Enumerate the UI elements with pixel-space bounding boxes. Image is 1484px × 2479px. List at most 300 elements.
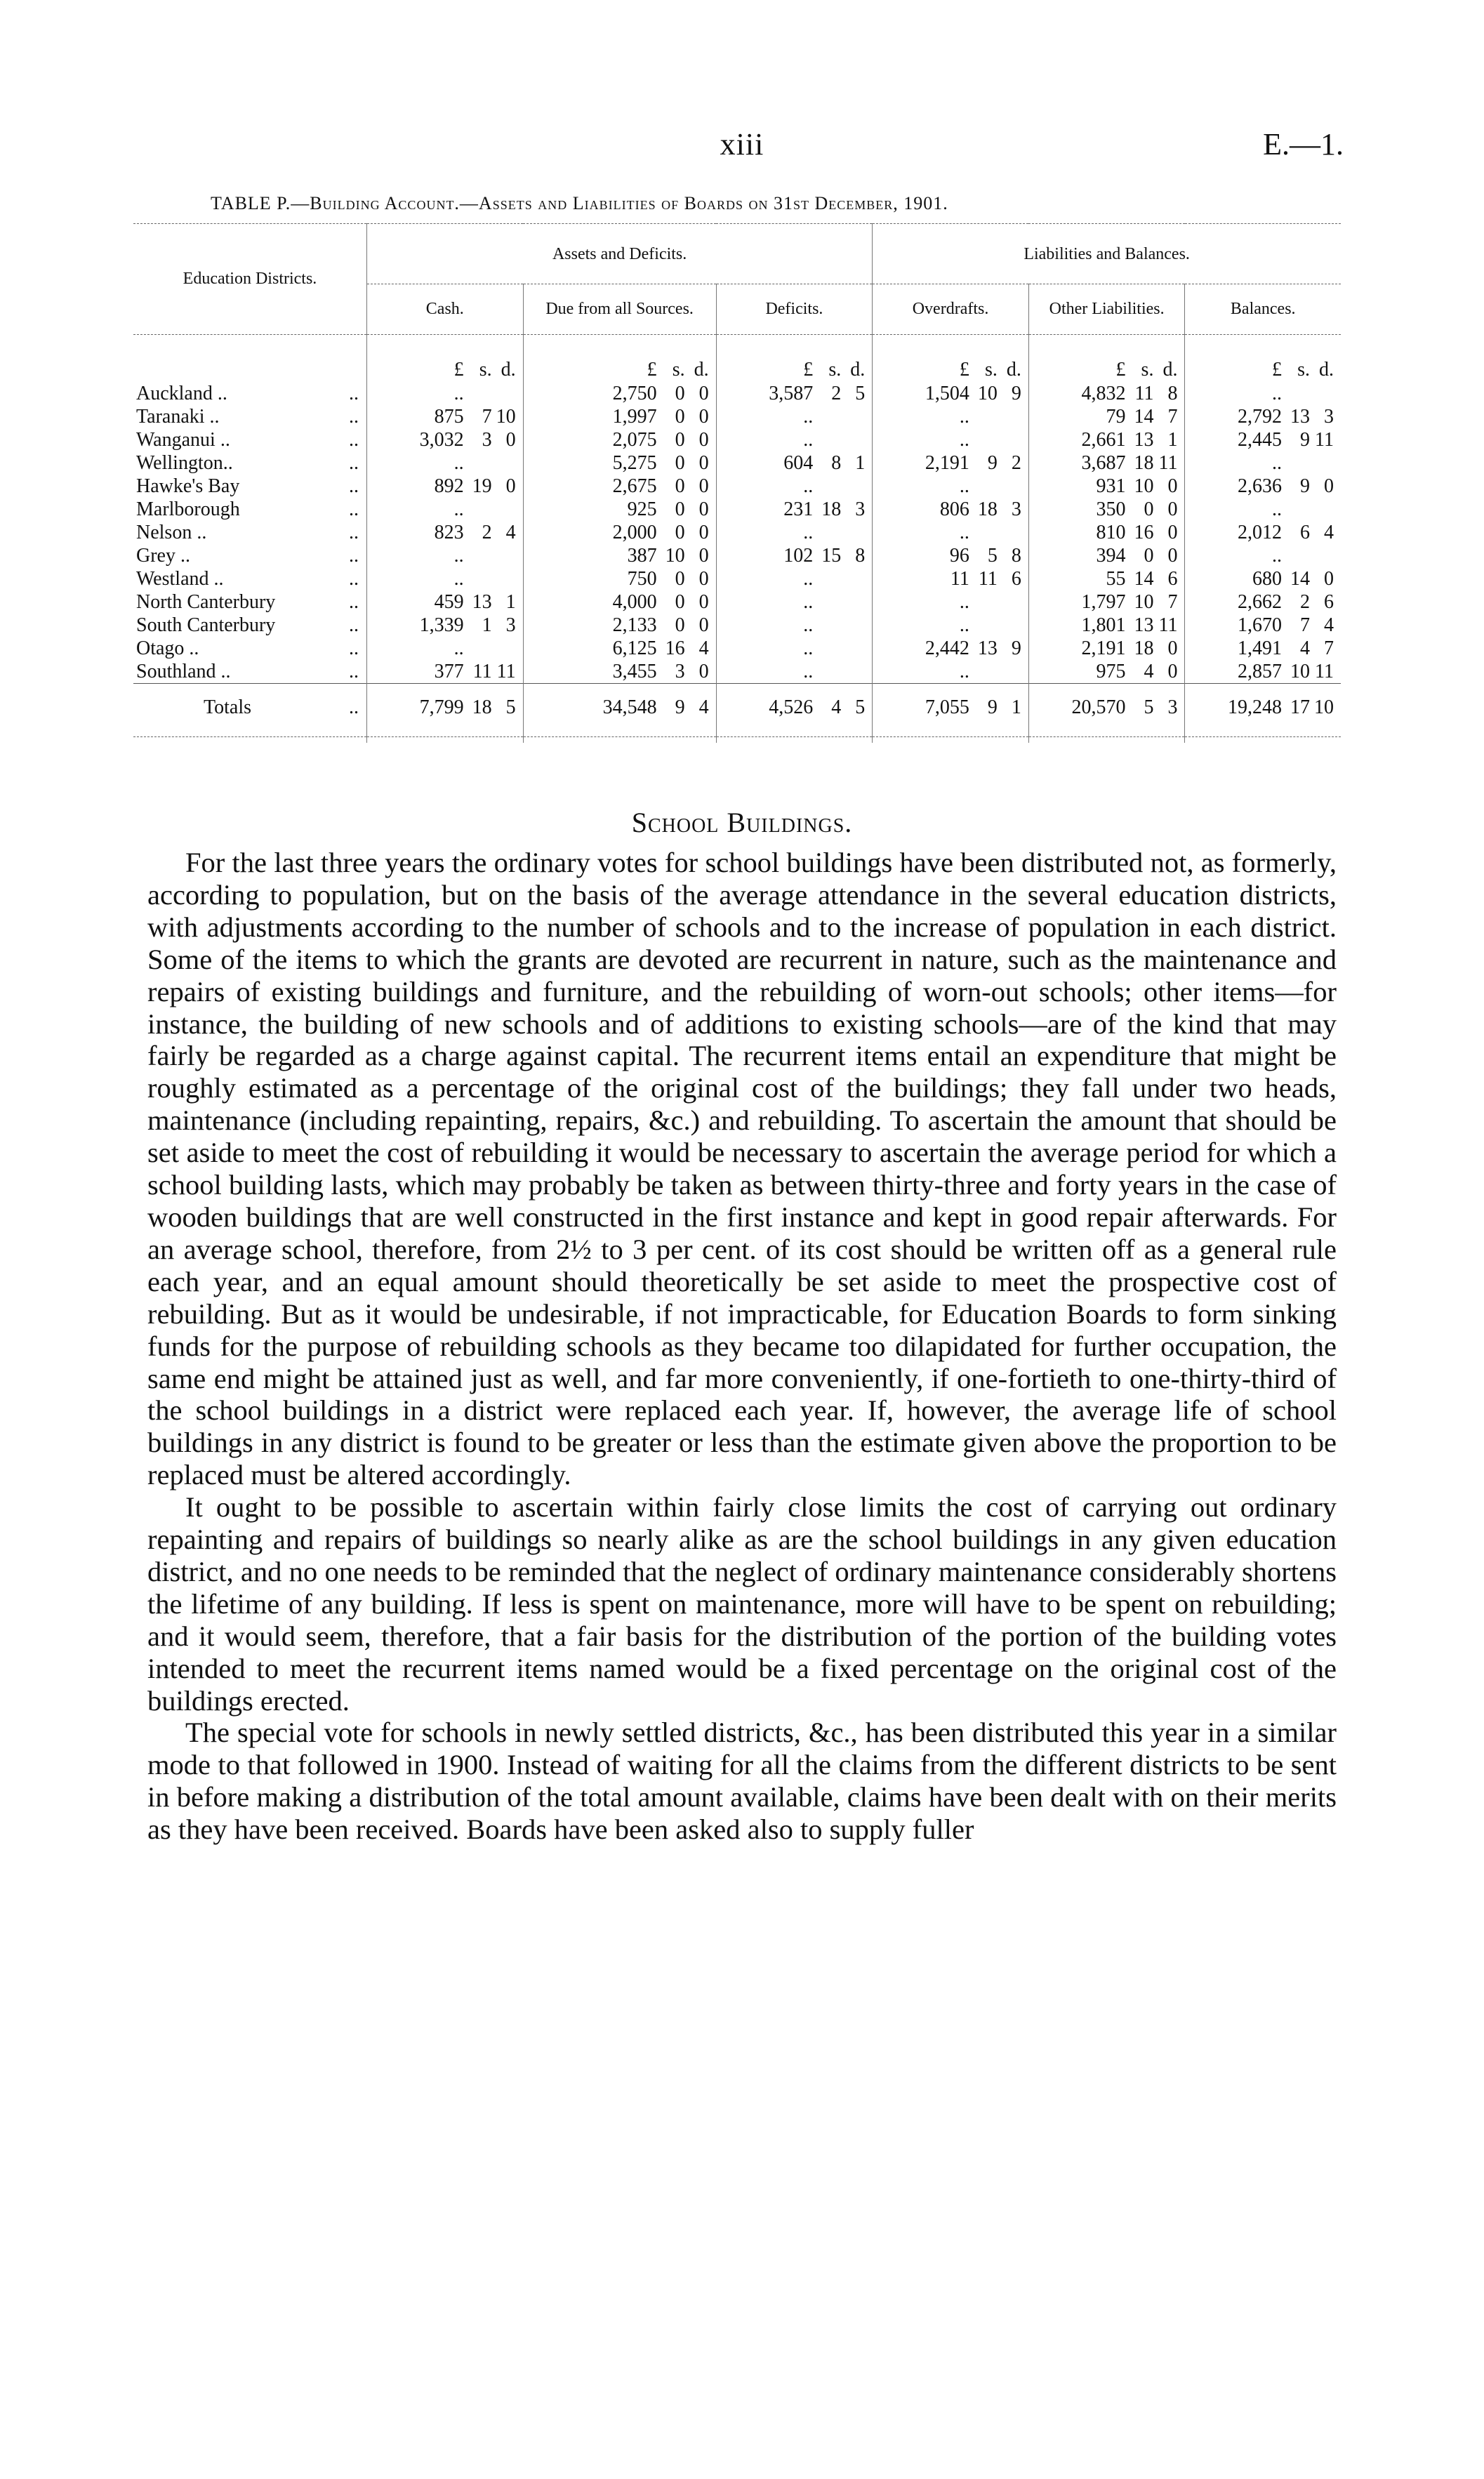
header-deficits: Deficits. — [716, 284, 873, 335]
table-row — [133, 405, 1341, 428]
pounds: 2,636 — [1238, 475, 1282, 497]
deficits-cell — [716, 405, 873, 428]
pounds: .. — [803, 429, 814, 451]
pounds: 750 — [627, 568, 657, 590]
unit-label: £ — [1272, 359, 1282, 381]
pounds: 2,133 — [612, 614, 657, 636]
due-cell — [523, 382, 716, 405]
district-name-cell — [133, 544, 367, 567]
pounds: 79 — [1106, 406, 1126, 428]
pounds: 4,000 — [612, 591, 657, 613]
pounds: .. — [959, 475, 969, 497]
district-name-cell — [133, 428, 367, 451]
pounds: 2,012 — [1238, 522, 1282, 543]
unit-label: £ — [647, 359, 657, 381]
building-account-table-wrapper — [133, 223, 1341, 743]
deficits-cell — [716, 475, 873, 498]
shillings: 4 — [831, 696, 842, 718]
table-row — [133, 451, 1341, 475]
pence: 7 — [1167, 406, 1178, 428]
pounds: 3,455 — [612, 661, 657, 682]
balances-cell — [1185, 405, 1341, 428]
pence: 0 — [698, 452, 709, 474]
pounds: 823 — [434, 522, 464, 543]
header-cash: Cash. — [367, 284, 524, 335]
pounds: .. — [453, 545, 464, 567]
pence: 11 — [496, 661, 516, 682]
paragraph: For the last three years the ordinary votes for school buildings have been distributed not, as formerly, according to population, but on the basis of the average attendance in the several education districts, with adjustments according to the number of schools and to the increase of population in each district. Some of the items to which the grants are devoted are recurrent in nature, such as the maintenance and repairs of existing buildings and furniture, and the rebuilding of worn-out schools; other items—for instance, the building of new schools and of additions to existing schools—are of the kind that may fairly be regarded as a charge against capital. The recurrent items entail an expenditure that might be roughly estimated as a percentage of the original cost of the buildings; they fall under two heads, maintenance (including repainting, repairs, &c.) and rebuilding. To ascertain the amount that should be set aside to meet the cost of rebuilding it would be necessary to ascertain the average period for which a school building lasts, which may probably be taken as between thirty-three and forty years in the case of wooden buildings that are well constructed in the first instance and kept in good repair afterwards. For an average school, therefore, from 2½ to 3 per cent. of its cost should be written off as a general rule each year, and an equal amount should theoretically be set aside to meet the prospective cost of rebuilding. But as it would be undesirable, if not impracticable, for Education Boards to form sinking funds for the purpose of rebuilding schools as they became too dilapidated for further occupation, the same end might be attained just as well, and far more conveniently, if one-fortieth to one-thirty-third of the school buildings in a district were replaced each year. If, however, the average life of school buildings in any district is found to be greater or less than the estimate given above the proportion to be replaced must be altered accordingly. — [147, 847, 1337, 1491]
due-cell — [523, 637, 716, 660]
table-body — [133, 335, 1341, 743]
cash-cell — [367, 684, 524, 737]
unit-label: s. — [984, 359, 998, 381]
district-name: Westland .. — [136, 568, 224, 590]
balances-cell — [1185, 614, 1341, 637]
shillings: 0 — [1144, 498, 1154, 520]
pence: 1 — [1167, 429, 1178, 451]
pence: 0 — [698, 545, 709, 567]
table-row — [133, 498, 1341, 521]
shillings: 0 — [675, 452, 685, 474]
totals-row — [133, 684, 1341, 737]
shillings: 3 — [675, 661, 685, 682]
pence: 11 — [1315, 429, 1334, 451]
due-cell — [523, 428, 716, 451]
pence: 0 — [698, 383, 709, 404]
pence: 6 — [1011, 568, 1021, 590]
pence: 11 — [1158, 452, 1178, 474]
table-row — [133, 521, 1341, 544]
table-row — [133, 614, 1341, 637]
due-cell — [523, 684, 716, 737]
pounds: 680 — [1252, 568, 1282, 590]
unit-label: d. — [1162, 359, 1178, 381]
pounds: .. — [959, 522, 969, 543]
shillings: 10 — [1134, 475, 1154, 497]
pence: 2 — [1011, 452, 1021, 474]
pence: 0 — [1324, 568, 1334, 590]
overdrafts-cell — [873, 637, 1029, 660]
pence: 9 — [1011, 383, 1021, 404]
pounds: 2,075 — [612, 429, 657, 451]
shillings: 17 — [1290, 696, 1310, 718]
pence: 0 — [698, 568, 709, 590]
table-row — [133, 590, 1341, 614]
overdrafts-cell — [873, 405, 1029, 428]
cash-cell — [367, 637, 524, 660]
shillings: 0 — [675, 568, 685, 590]
district-name-cell — [133, 451, 367, 475]
pounds: 2,792 — [1238, 406, 1282, 428]
balances-cell — [1185, 498, 1341, 521]
district-name-cell — [133, 498, 367, 521]
pence: 0 — [1167, 637, 1178, 659]
unit-label: £ — [1115, 359, 1126, 381]
district-name: Totals — [204, 696, 252, 718]
cash-cell — [367, 405, 524, 428]
header-liabilities-balances: Liabilities and Balances. — [873, 224, 1341, 284]
pounds: 875 — [434, 406, 464, 428]
deficits-cell — [716, 382, 873, 405]
balances-cell — [1185, 567, 1341, 590]
unit-label: d. — [850, 359, 866, 381]
shillings: 9 — [987, 696, 998, 718]
cash-cell — [367, 382, 524, 405]
shillings: 9 — [675, 696, 685, 718]
deficits-cell — [716, 660, 873, 684]
other-cell — [1028, 451, 1185, 475]
pounds: 1,504 — [925, 383, 969, 404]
pence: 3 — [1324, 406, 1334, 428]
pence: 7 — [1324, 637, 1334, 659]
pounds: 892 — [434, 475, 464, 497]
leader-dots: .. — [349, 568, 359, 590]
leader-dots: .. — [349, 591, 359, 613]
leader-dots: .. — [349, 406, 359, 428]
shillings: 2 — [1300, 591, 1310, 613]
district-name-cell — [133, 521, 367, 544]
due-cell — [523, 567, 716, 590]
table-row — [133, 475, 1341, 498]
pounds: 925 — [627, 498, 657, 520]
district-name: Wellington.. — [136, 452, 233, 474]
pence: 10 — [1314, 696, 1334, 718]
shillings: 0 — [675, 406, 685, 428]
pounds: 34,548 — [602, 696, 657, 718]
cash-cell — [367, 451, 524, 475]
district-name-cell — [133, 590, 367, 614]
deficits-cell — [716, 637, 873, 660]
pence: 3 — [1011, 498, 1021, 520]
pounds: 975 — [1096, 661, 1126, 682]
pence: 3 — [855, 498, 866, 520]
shillings: 14 — [1290, 568, 1310, 590]
pence: 9 — [1011, 637, 1021, 659]
shillings: 5 — [1144, 696, 1154, 718]
pounds: 3,032 — [419, 429, 464, 451]
pence: 4 — [1324, 614, 1334, 636]
shillings: 6 — [1300, 522, 1310, 543]
pounds: 96 — [949, 545, 969, 567]
pence: 8 — [1167, 383, 1178, 404]
pence: 11 — [1315, 661, 1334, 682]
cash-cell — [367, 544, 524, 567]
pence: 4 — [698, 637, 709, 659]
leader-dots: .. — [349, 696, 359, 718]
unit-label: £ — [803, 359, 814, 381]
pence: 0 — [698, 498, 709, 520]
pounds: .. — [959, 614, 969, 636]
pence: 0 — [1167, 545, 1178, 567]
shillings: 1 — [482, 614, 492, 636]
overdrafts-cell — [873, 567, 1029, 590]
pence: 11 — [1158, 614, 1178, 636]
pounds: 810 — [1096, 522, 1126, 543]
units-row — [133, 335, 1341, 383]
shillings: 14 — [1134, 406, 1154, 428]
due-cell — [523, 544, 716, 567]
balances-cell — [1185, 684, 1341, 737]
balances-cell — [1185, 521, 1341, 544]
header-assets-deficits: Assets and Deficits. — [367, 224, 873, 284]
overdrafts-cell — [873, 521, 1029, 544]
paragraph: It ought to be possible to ascertain within fairly close limits the cost of carrying out ordinary repainting and repairs of buildings so nearly alike as are the school buildings in any given education district, and no one needs to be reminded that the neglect of ordinary maintenance considerably shortens the lifetime of any building. If less is spent on maintenance, more will have to be spent on rebuilding; and it would seem, therefore, that a fair basis for the distribution of the portion of the building votes intended to meet the recurrent items named would be a fixed percentage on the original cost of the buildings erected. — [147, 1491, 1337, 1717]
cash-cell — [367, 428, 524, 451]
district-name-cell — [133, 475, 367, 498]
shillings: 5 — [987, 545, 998, 567]
pounds: 4,526 — [769, 696, 814, 718]
shillings: 10 — [1290, 661, 1310, 682]
pounds: .. — [959, 429, 969, 451]
shillings: 0 — [675, 498, 685, 520]
deficits-cell — [716, 498, 873, 521]
district-name-cell — [133, 614, 367, 637]
other-cell — [1028, 567, 1185, 590]
pence: 1 — [855, 452, 866, 474]
district-name: Otago .. — [136, 637, 199, 659]
pence: 6 — [1167, 568, 1178, 590]
pence: 7 — [1167, 591, 1178, 613]
pounds: 2,000 — [612, 522, 657, 543]
pounds: 2,857 — [1238, 661, 1282, 682]
pounds: .. — [803, 661, 814, 682]
overdrafts-cell — [873, 660, 1029, 684]
district-name: South Canterbury — [136, 614, 276, 636]
other-cell — [1028, 475, 1185, 498]
shillings: 9 — [1300, 475, 1310, 497]
cash-cell — [367, 521, 524, 544]
due-cell — [523, 451, 716, 475]
other-cell — [1028, 428, 1185, 451]
pounds: 387 — [627, 545, 657, 567]
pounds: .. — [453, 568, 464, 590]
shillings: 9 — [987, 452, 998, 474]
shillings: 4 — [1144, 661, 1154, 682]
leader-dots: .. — [349, 545, 359, 567]
pence: 0 — [1324, 475, 1334, 497]
section-title: School Buildings. — [631, 807, 853, 838]
overdrafts-cell — [873, 428, 1029, 451]
other-cell — [1028, 405, 1185, 428]
cash-cell — [367, 475, 524, 498]
cash-cell — [367, 567, 524, 590]
deficits-cell — [716, 684, 873, 737]
shillings: 7 — [1300, 614, 1310, 636]
shillings: 16 — [665, 637, 685, 659]
pounds: 2,445 — [1238, 429, 1282, 451]
pence: 5 — [855, 696, 866, 718]
district-name-cell — [133, 637, 367, 660]
balances-cell — [1185, 544, 1341, 567]
unit-label: £ — [959, 359, 969, 381]
other-cell — [1028, 614, 1185, 637]
pounds: 4,832 — [1081, 383, 1126, 404]
pounds: 459 — [434, 591, 464, 613]
pounds: 1,670 — [1238, 614, 1282, 636]
pounds: 2,661 — [1081, 429, 1126, 451]
pence: 0 — [1167, 522, 1178, 543]
district-name-cell — [133, 660, 367, 684]
cash-cell — [367, 498, 524, 521]
pounds: .. — [803, 522, 814, 543]
shillings: 11 — [1134, 383, 1154, 404]
shillings: 0 — [675, 522, 685, 543]
district-name: Grey .. — [136, 545, 190, 567]
overdrafts-cell — [873, 498, 1029, 521]
pounds: 806 — [939, 498, 969, 520]
overdrafts-cell — [873, 614, 1029, 637]
district-name: North Canterbury — [136, 591, 276, 613]
balances-cell — [1185, 475, 1341, 498]
cash-cell — [367, 614, 524, 637]
building-account-table — [133, 223, 1341, 743]
pounds: .. — [803, 591, 814, 613]
pence: 4 — [1324, 522, 1334, 543]
shillings: 2 — [482, 522, 492, 543]
pounds: 604 — [783, 452, 814, 474]
pounds: 7,055 — [925, 696, 969, 718]
balances-cell — [1185, 660, 1341, 684]
balances-cell — [1185, 451, 1341, 475]
balances-cell — [1185, 382, 1341, 405]
other-cell — [1028, 521, 1185, 544]
pounds: .. — [1272, 452, 1282, 474]
pence: 0 — [698, 406, 709, 428]
table-row — [133, 637, 1341, 660]
unit-label: d. — [694, 359, 709, 381]
overdrafts-cell — [873, 451, 1029, 475]
district-name-cell — [133, 405, 367, 428]
pounds: 931 — [1096, 475, 1126, 497]
deficits-cell — [716, 521, 873, 544]
pence: 1 — [1011, 696, 1021, 718]
pounds: 350 — [1096, 498, 1126, 520]
unit-label: d. — [1319, 359, 1334, 381]
due-cell — [523, 590, 716, 614]
shillings: 14 — [1134, 568, 1154, 590]
pence: 5 — [505, 696, 516, 718]
pence: 4 — [505, 522, 516, 543]
other-cell — [1028, 498, 1185, 521]
pounds: 7,799 — [419, 696, 464, 718]
other-cell — [1028, 544, 1185, 567]
due-cell — [523, 660, 716, 684]
shillings: 13 — [1134, 429, 1154, 451]
shillings: 4 — [1300, 637, 1310, 659]
pounds: .. — [959, 661, 969, 682]
deficits-cell — [716, 451, 873, 475]
page-number: xiii — [720, 127, 764, 161]
pence: 0 — [698, 475, 709, 497]
overdrafts-cell — [873, 684, 1029, 737]
shillings: 10 — [1134, 591, 1154, 613]
pounds: 231 — [783, 498, 814, 520]
shillings: 7 — [482, 406, 492, 428]
pounds: 11 — [950, 568, 969, 590]
leader-dots: .. — [349, 429, 359, 451]
unit-label: d. — [1006, 359, 1021, 381]
document-reference: E.—1. — [1263, 127, 1344, 161]
pence: 0 — [505, 429, 516, 451]
other-cell — [1028, 590, 1185, 614]
shillings: 18 — [472, 696, 492, 718]
shillings: 13 — [1134, 614, 1154, 636]
table-row — [133, 544, 1341, 567]
unit-label: s. — [828, 359, 842, 381]
shillings: 13 — [1290, 406, 1310, 428]
overdrafts-cell — [873, 590, 1029, 614]
shillings: 0 — [1144, 545, 1154, 567]
pounds: .. — [1272, 498, 1282, 520]
pounds: 1,797 — [1081, 591, 1126, 613]
leader-dots: .. — [349, 522, 359, 543]
table-bottom-rule — [133, 737, 1341, 743]
pence: 10 — [496, 406, 516, 428]
pounds: 6,125 — [612, 637, 657, 659]
district-name-cell — [133, 567, 367, 590]
pence: 8 — [855, 545, 866, 567]
paragraph: The special vote for schools in newly settled districts, &c., has been distributed this year in a similar mode to that followed in 1900. Instead of waiting for all the claims from the different districts to be sent in before making a distribution of the total amount available, claims have been dealt with on their merits as they have been received. Boards have been asked also to supply fuller — [147, 1717, 1337, 1846]
due-cell — [523, 405, 716, 428]
pence: 0 — [698, 591, 709, 613]
pence: 6 — [1324, 591, 1334, 613]
unit-label: s. — [672, 359, 685, 381]
district-name: Taranaki .. — [136, 406, 220, 428]
overdrafts-cell — [873, 382, 1029, 405]
district-name-cell — [133, 684, 367, 737]
table-row — [133, 428, 1341, 451]
pounds: .. — [453, 498, 464, 520]
leader-dots: .. — [349, 498, 359, 520]
deficits-cell — [716, 567, 873, 590]
unit-label: s. — [1141, 359, 1154, 381]
pence: 4 — [698, 696, 709, 718]
shillings: 0 — [675, 429, 685, 451]
header-overdrafts: Overdrafts. — [873, 284, 1029, 335]
pence: 0 — [1167, 498, 1178, 520]
shillings: 11 — [978, 568, 998, 590]
pence: 0 — [505, 475, 516, 497]
shillings: 19 — [472, 475, 492, 497]
pounds: 2,442 — [925, 637, 969, 659]
pounds: .. — [959, 406, 969, 428]
pounds: .. — [1272, 383, 1282, 404]
pence: 0 — [1167, 475, 1178, 497]
unit-label: £ — [453, 359, 464, 381]
header-education-districts: Education Districts. — [183, 270, 317, 288]
pounds: 19,248 — [1228, 696, 1282, 718]
district-name: Auckland .. — [136, 383, 227, 404]
leader-dots: .. — [349, 475, 359, 497]
pounds: .. — [1272, 545, 1282, 567]
balances-cell — [1185, 590, 1341, 614]
other-cell — [1028, 637, 1185, 660]
deficits-cell — [716, 428, 873, 451]
body-text — [147, 847, 1337, 1846]
table-title — [211, 193, 1334, 214]
pounds: .. — [803, 637, 814, 659]
table-row — [133, 660, 1341, 684]
table-title-text: —Building Account.—Assets and Liabilities of Boards on 31st December, 1901. — [291, 193, 948, 213]
district-name: Hawke's Bay — [136, 475, 240, 497]
pounds: .. — [453, 637, 464, 659]
due-cell — [523, 498, 716, 521]
pence: 0 — [698, 522, 709, 543]
leader-dots: .. — [349, 383, 359, 404]
balances-cell — [1185, 428, 1341, 451]
shillings: 18 — [1134, 637, 1154, 659]
pence: 0 — [698, 614, 709, 636]
